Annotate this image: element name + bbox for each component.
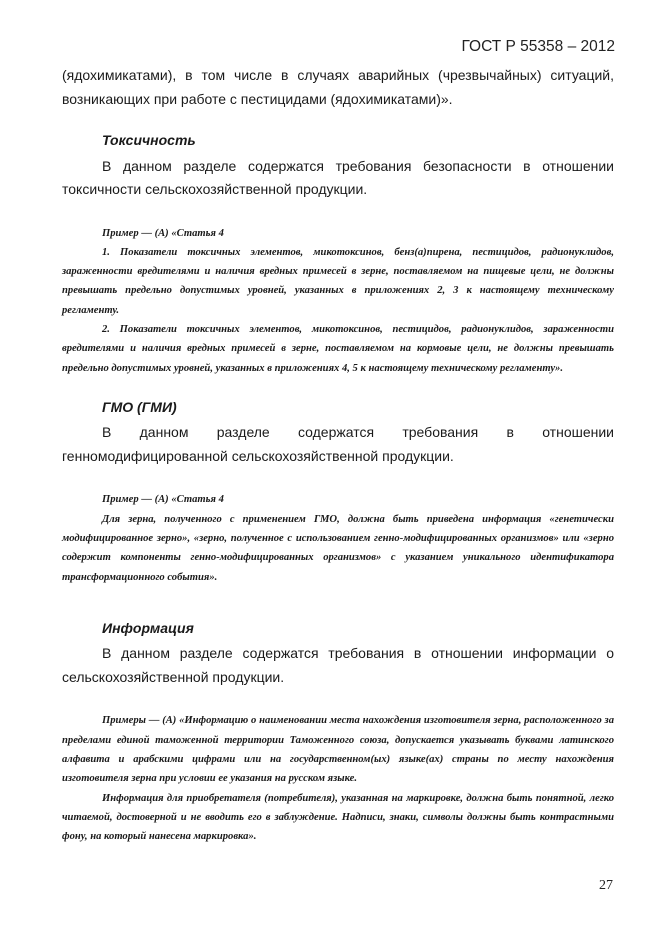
page-content [62,64,614,846]
document-id: ГОСТ Р 55358 – 2012 [461,38,615,55]
intro-paragraph: (ядохимикатами), в том числе в случаях аварийных (чрезвычайных) ситуаций, возникающих при работе с пестицидами (ядохимикатами)». [62,67,614,107]
gmo-example-text: Для зерна, полученного с применением ГМО, должна быть приведена информация «генетически модифицированное зерно», «зерно, полученное с использованием генно-модифицированных организмов» или «зерно содержит компоненты генно-модифицированных организмов» с указанием уникального идентификатора трансформационного события». [62,513,614,583]
information-example-text-2: Информация для приобретателя (потребителя), указанная на маркировке, должна быть понятной, легко читаемой, достоверной и не вводить его в заблуждение. Надписи, знаки, символы должны быть контрастными фону, на который нанесена маркировка». [62,792,614,843]
section-heading-gmo: ГМО (ГМИ) [102,398,177,415]
gmo-example-label: Пример — (А) «Статья 4 [102,494,224,506]
toxicity-text: В данном разделе содержатся требования безопасности в отношении токсичности сельскохозяйственной продукции. [62,157,614,197]
section-heading-information: Информация [102,619,194,636]
toxicity-example-item-1: 1. Показатели токсичных элементов, микотоксинов, бенз(а)пирена, пестицидов, радионуклидов, зараженности вредителями и наличия вредных примесей в зерне, поставляемом на пищевые цели, не должны превышать предельно допустимых уровней, указанных в приложениях 2, 3 к настоящему техническому регламенту. [62,246,614,316]
page-number: 27 [599,878,613,893]
section-heading-toxicity: Токсичность [102,132,196,148]
information-example-text: Примеры — (А) «Информацию о наименовании места нахождения изготовителя зерна, расположенного за пределами единой таможенной территории Таможенного союза, допускается указывать буквами латинского алфавита и арабскими цифрами или на государственном(ых) языке(ах) страны по месту нахождения изготовителя зерна при условии ее указания на русском языке. [62,715,614,785]
gmo-text: В данном разделе содержатся требования в отношении генномодифицированной сельскохозяйственной продукции. [62,424,614,464]
toxicity-example-item-2: 2. Показатели токсичных элементов, микотоксинов, пестицидов, радионуклидов, зараженности вредителями и наличия вредных примесей в зерне, поставляемом на кормовые цели, не должны превышать предельно допустимых уровней, указанных в приложениях 4, 5 к настоящему техническому регламенту». [62,323,614,374]
toxicity-example-label: Пример — (А) «Статья 4 [102,227,224,239]
information-text: В данном разделе содержатся требования в отношении информации о сельскохозяйственной продукции. [62,645,614,685]
